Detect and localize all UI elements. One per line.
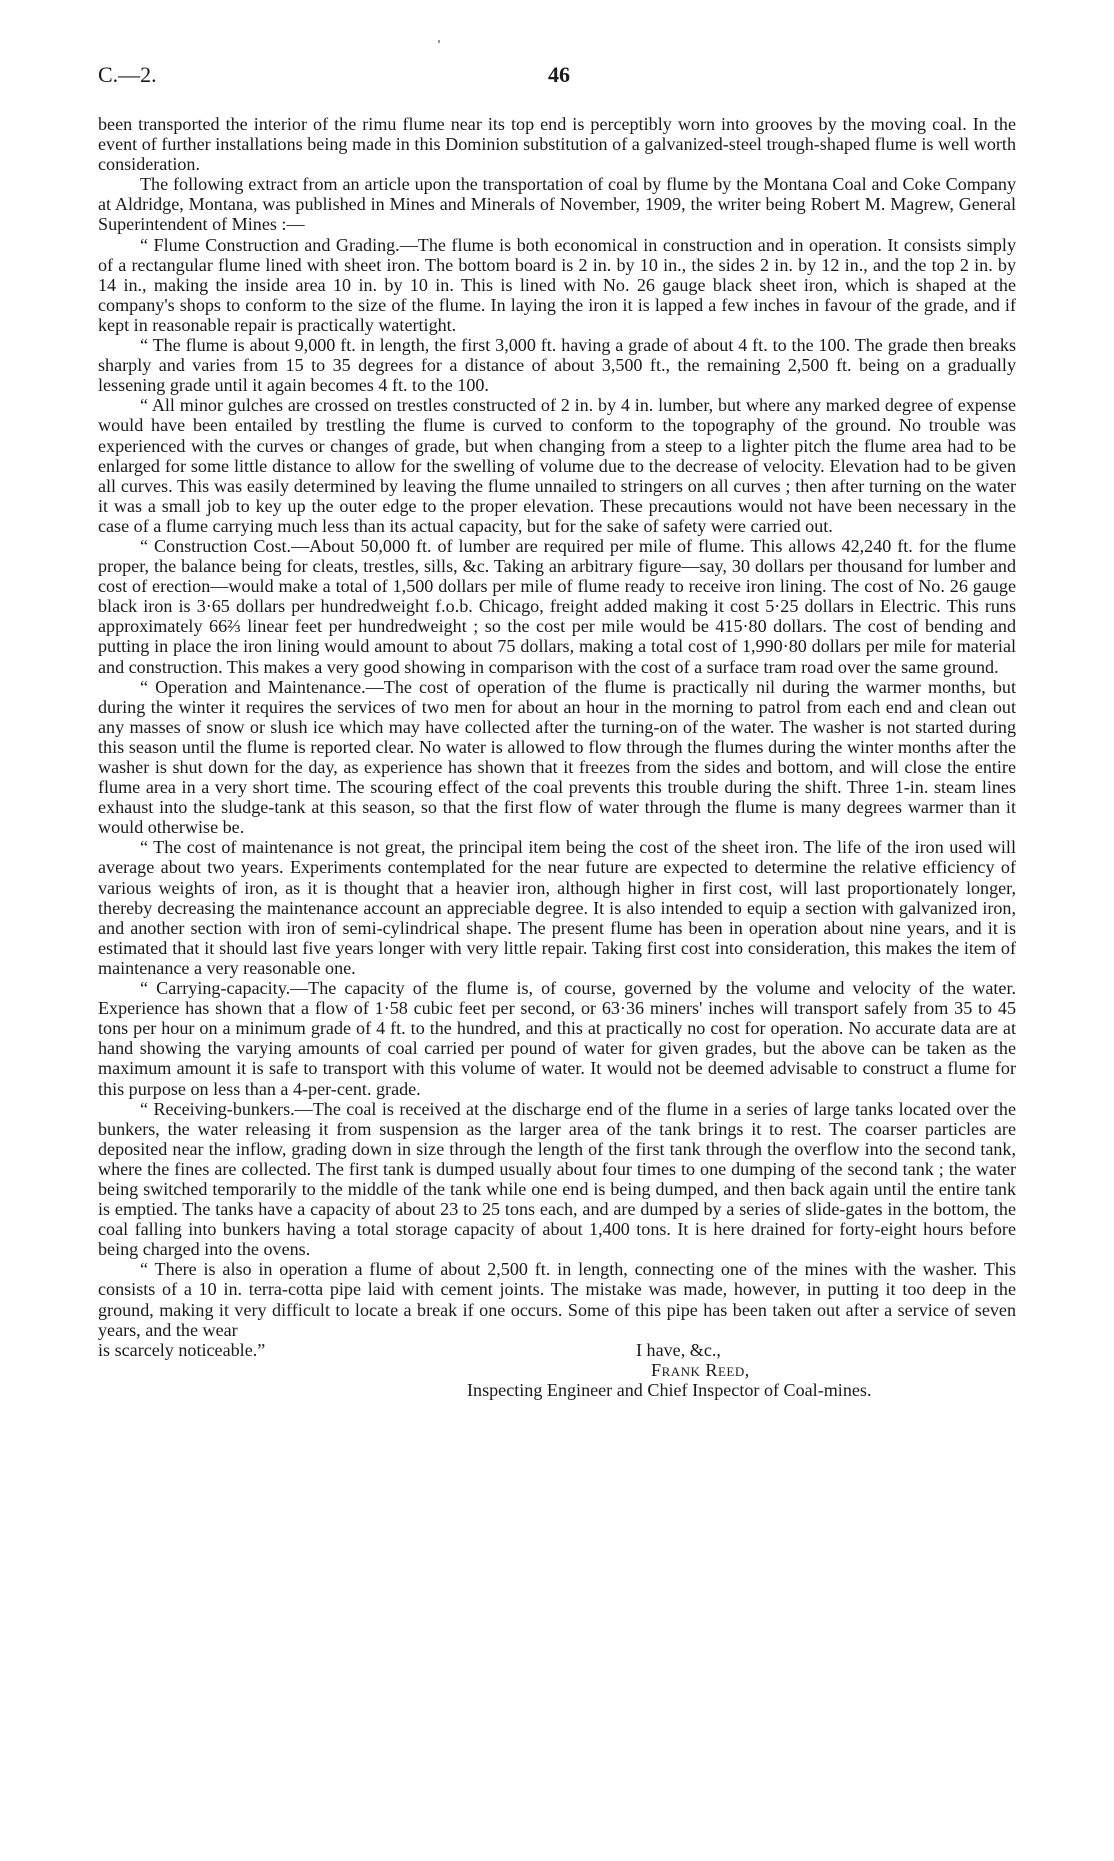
paragraph: “ All minor gulches are crossed on trestles constructed of 2 in. by 4 in. lumber, but where any marked degree of expense would have been entailed by trestling the flume is curved to conform to the topography of the ground. No trouble was experienced with the curves or changes of grade, but when changing from a steep to a lighter pitch the flume area had to be enlarged for some little distance to allow for the swelling of volume due to the decrease of velocity. Elevation had to be given all curves. This was easily determined by leaving the flume unnailed to stringers on all curves ; then after turning on the water it was a small job to key up the outer edge to the proper elevation. These precautions would not have been necessary in the case of a flume carrying much less than its actual capacity, but for the sake of safety were carried out. <box>98 395 1016 536</box>
paragraph: “ There is also in operation a flume of about 2,500 ft. in length, connecting one of the mines with the washer. This consists of a 10 in. terra-cotta pipe laid with cement joints. The mistake was made, however, in putting it too deep in the ground, making it very difficult to locate a break if one occurs. Some of this pipe has been taken out after a service of seven years, and the wear <box>98 1259 1016 1340</box>
paragraph: been transported the interior of the rimu flume near its top end is perceptibly worn into grooves by the moving coal. In the event of further installations being made in this Dominion substitution of a galvanized-steel trough-shaped flume is well worth consideration. <box>98 114 1016 175</box>
signature-block <box>98 1340 1016 1402</box>
paragraph: “ Carrying-capacity.—The capacity of the flume is, of course, governed by the volume and velocity of the water. Experience has shown that a flow of 1·58 cubic feet per second, or 63·36 miners' inches will transport safely from 35 to 45 tons per hour on a minimum grade of 4 ft. to the hundred, and this at practically no cost for operation. No accurate data are at hand showing the varying amounts of coal carried per pound of water for given grades, but the above can be taken as the maximum amount it is safe to transport with this volume of water. It would not be deemed advisable to construct a flume for this purpose on less than a 4-per-cent. grade. <box>98 978 1016 1099</box>
document-body <box>98 114 1016 1402</box>
valediction: I have, &c., <box>636 1339 721 1360</box>
paragraph: The following extract from an article upon the transportation of coal by flume by the Montana Coal and Coke Company at Aldridge, Montana, was published in Mines and Minerals of November, 1909, the writer being Robert M. Magrew, General Superintendent of Mines :— <box>98 174 1016 235</box>
paragraph: “ Operation and Maintenance.—The cost of operation of the flume is practically nil during the warmer months, but during the winter it requires the services of two men for about an hour in the morning to patrol from each end and clean out any masses of snow or slush ice which may have collected after the turning-on of the water. The washer is not started during this season until the flume is reported clear. No water is allowed to flow through the flumes during the winter months after the washer is shut down for the day, as experience has shown that it freezes from the sides and bottom, and will close the entire flume area in a very short time. The scouring effect of the coal prevents this trouble during the shift. Three 1-in. steam lines exhaust into the sludge-tank at this season, so that the first flow of water through the flume is many degrees warmer than it would otherwise be. <box>98 676 1016 838</box>
signer-title: Inspecting Engineer and Chief Inspector of Coal-mines. <box>467 1379 872 1400</box>
paragraph: “ Construction Cost.—About 50,000 ft. of lumber are required per mile of flume. This allows 42,240 ft. for the flume proper, the balance being for cleats, trestles, sills, &c. Taking an arbitrary figure—say, 30 dollars per thousand for lumber and cost of erection—would make a total of 1,500 dollars per mile of flume ready to receive iron lining. The cost of No. 26 gauge black iron is 3·65 dollars per hundredweight f.o.b. Chicago, freight added making it cost 5·25 dollars in Electric. This runs approximately 66⅔ linear feet per hundredweight ; so the cost per mile would be 415·80 dollars. The cost of bending and putting in place the iron lining would amount to about 75 dollars, making a total cost of 1,990·80 dollars per mile for material and construction. This makes a very good showing in comparison with the cost of a surface tram road over the same ground. <box>98 535 1016 677</box>
page-header <box>98 62 1016 96</box>
paragraph: “ Receiving-bunkers.—The coal is received at the discharge end of the flume in a series of large tanks located over the bunkers, the water releasing it from suspension as the larger area of the tank brings it to rest. The coarser particles are deposited near the inflow, grading down in size through the length of the first tank through the overflow into the second tank, where the fines are collected. The first tank is dumped usually about four times to one dumping of the second tank ; the water being switched temporarily to the middle of the tank while one end is being dumped, and then back again until the entire tank is emptied. The tanks have a capacity of about 23 to 25 tons each, and are dumped by a series of slide-gates in the bottom, the coal falling into bunkers having a total storage capacity of about 1,400 tons. It is here drained for forty-eight hours before being charged into the ovens. <box>98 1098 1016 1260</box>
page-number: 46 <box>548 62 570 87</box>
closing-line: is scarcely noticeable.” <box>98 1339 266 1360</box>
paragraph: “ The cost of maintenance is not great, the principal item being the cost of the sheet iron. The life of the iron used will average about two years. Experiments contemplated for the near future are expected to determine the relative efficiency of various weights of iron, as it is thought that a heavier iron, although higher in first cost, will last proportionately longer, thereby decreasing the maintenance account an appreciable degree. It is also intended to equip a section with galvanized iron, and another section with iron of semi-cylindrical shape. The present flume has been in operation about nine years, and it is estimated that it should last five years longer with very little repair. Taking first cost into consideration, this makes the item of maintenance a very reasonable one. <box>98 837 1016 978</box>
paragraph: “ Flume Construction and Grading.—The flume is both economical in construction and in operation. It consists simply of a rectangular flume lined with sheet iron. The bottom board is 2 in. by 10 in., the sides 2 in. by 12 in., and the top 2 in. by 14 in., making the inside area 10 in. by 10 in. This is lined with No. 26 gauge black sheet iron, which is shaped at the company's shops to conform to the size of the flume. In laying the iron it is lapped a few inches in favour of the grade, and if kept in reasonable repair is practically watertight. <box>98 234 1016 335</box>
paragraph: “ The flume is about 9,000 ft. in length, the first 3,000 ft. having a grade of about 4 ft. to the 100. The grade then breaks sharply and varies from 15 to 35 degrees for a distance of about 3,500 ft., the remaining 2,500 ft. being on a gradually lessening grade until it again becomes 4 ft. to the 100. <box>98 335 1016 396</box>
document-code: C.—2. <box>98 62 157 87</box>
signer-name: Frank Reed, <box>651 1359 750 1380</box>
page-mark <box>438 40 440 43</box>
